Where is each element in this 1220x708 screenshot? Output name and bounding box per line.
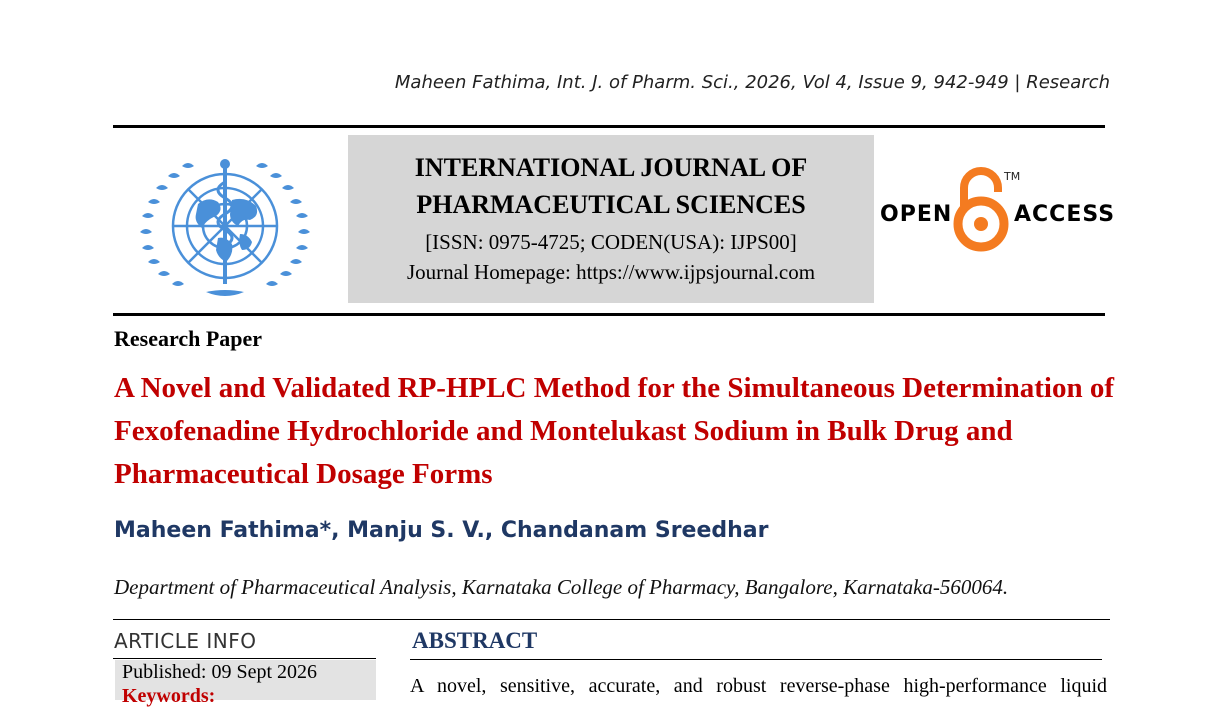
- journal-name-line2: PHARMACEUTICAL SCIENCES: [416, 190, 806, 219]
- citation-line: Maheen Fathima, Int. J. of Pharm. Sci., 2026, Vol 4, Issue 9, 942-949 | Research: [394, 72, 1110, 93]
- paper-title: A Novel and Validated RP-HPLC Method for the Simultaneous Determination of Fexofenadine Hydrochloride and Montelukast Sodium in Bulk Drug and Pharmaceutical Dosage Forms: [114, 372, 1114, 490]
- journal-name-line1: INTERNATIONAL JOURNAL OF: [414, 153, 808, 182]
- abstract-text: A novel, sensitive, accurate, and robust reverse-phase high-performance liquid: [410, 675, 1107, 697]
- abstract-heading: ABSTRACT: [412, 628, 538, 653]
- article-info-heading: ARTICLE INFO: [114, 629, 257, 653]
- open-access-open-text: OPEN: [880, 202, 953, 227]
- paper-authors: Maheen Fathima*, Manju S. V., Chandanam Sreedhar: [114, 518, 769, 543]
- open-access-trademark: TM: [1004, 170, 1021, 183]
- journal-name: [348, 149, 874, 223]
- paper-type: Research Paper: [114, 326, 263, 351]
- open-access-lock-icon: [950, 166, 1012, 252]
- keywords-label: Keywords:: [122, 685, 216, 707]
- paper-affiliation: Department of Pharmaceutical Analysis, Karnataka College of Pharmacy, Bangalore, Karnataka-560064.: [114, 575, 1009, 599]
- abstract-rule: [410, 659, 1102, 660]
- open-access-access-text: ACCESS: [1014, 202, 1116, 227]
- journal-issn: [ISSN: 0975-4725; CODEN(USA): IJPS00]: [425, 230, 797, 254]
- open-access-logo: [880, 166, 1116, 256]
- header-top-rule: [113, 125, 1105, 128]
- journal-logo-emblem-icon: [128, 142, 322, 304]
- journal-homepage: Journal Homepage: https://www.ijpsjournal.com: [406, 260, 816, 284]
- article-info-rule: [113, 658, 376, 659]
- header-bottom-rule: [113, 313, 1105, 316]
- published-date: Published: 09 Sept 2026: [122, 661, 318, 683]
- section-divider: [113, 619, 1110, 620]
- journal-masthead: [348, 135, 874, 303]
